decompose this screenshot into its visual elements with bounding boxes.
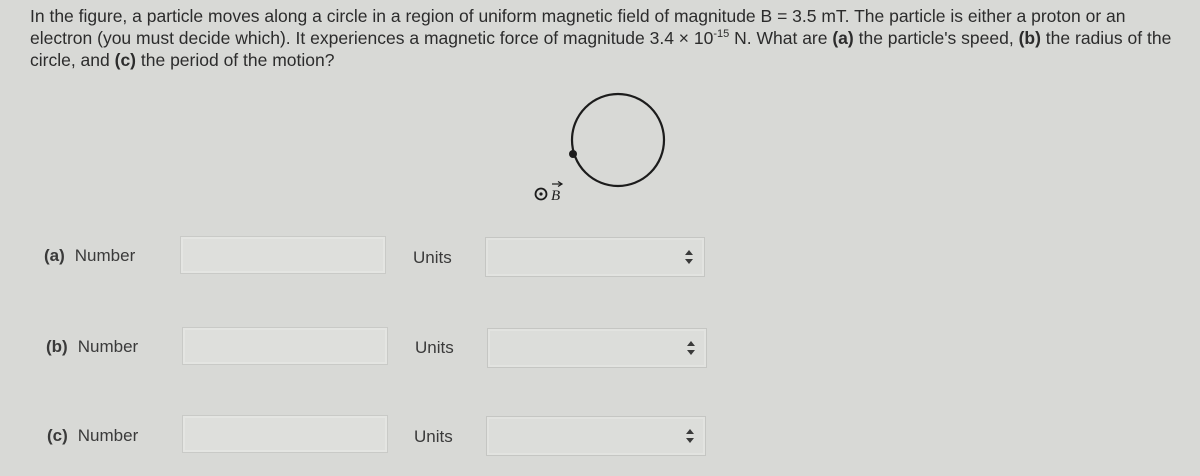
row-b-part: (b) [46,337,68,356]
question-text-a: the particle's speed, [853,28,1019,48]
answer-a-number-input[interactable] [180,236,386,274]
up-down-arrow-icon [685,428,695,444]
vector-arrow-icon [552,182,562,187]
figure [520,90,690,210]
row-a-part: (a) [44,246,65,265]
question-text-b: the radius of the circle, and [30,28,1172,70]
up-down-arrow-icon [684,249,694,265]
question-part-a: (a) [832,28,854,48]
particle [569,150,577,158]
question-intro: In the figure, a particle moves along a circle in a region of uniform magnetic field of magnitude B = 3.5 mT. The particle is either a proton or an electron (you must decide which). It experiences a magnetic force of magnitude 3.4 × 10 [30,6,1126,48]
answer-a-units-select[interactable] [485,237,705,277]
field-symbol: B [551,188,561,204]
row-b-units-label: Units [415,338,454,357]
row-b-label [46,337,138,357]
question-mid: N. What are [729,28,833,48]
question-text-c: the period of the motion? [136,50,335,70]
answer-c-number-input[interactable] [182,415,388,453]
up-down-arrow-icon [686,340,696,356]
row-a-label [44,246,135,266]
row-a-units-label: Units [413,248,452,267]
answer-b-units-select[interactable] [487,328,707,368]
row-c-units-label: Units [414,427,453,446]
question-exponent: -15 [713,28,730,41]
answer-b-number-input[interactable] [182,327,388,365]
question-part-b: (b) [1018,28,1041,48]
answer-c-units-select[interactable] [486,416,706,456]
field-out-of-page-icon [536,189,547,200]
particle-orbit [572,94,664,186]
row-c-number-label: Number [77,426,139,445]
row-c-label [47,426,138,446]
question-part-c: (c) [114,50,137,70]
row-a-number-label: Number [74,246,136,265]
row-b-number-label: Number [77,337,139,356]
circle-figure [520,90,690,210]
row-c-part: (c) [47,426,68,445]
question-text [30,5,1180,71]
